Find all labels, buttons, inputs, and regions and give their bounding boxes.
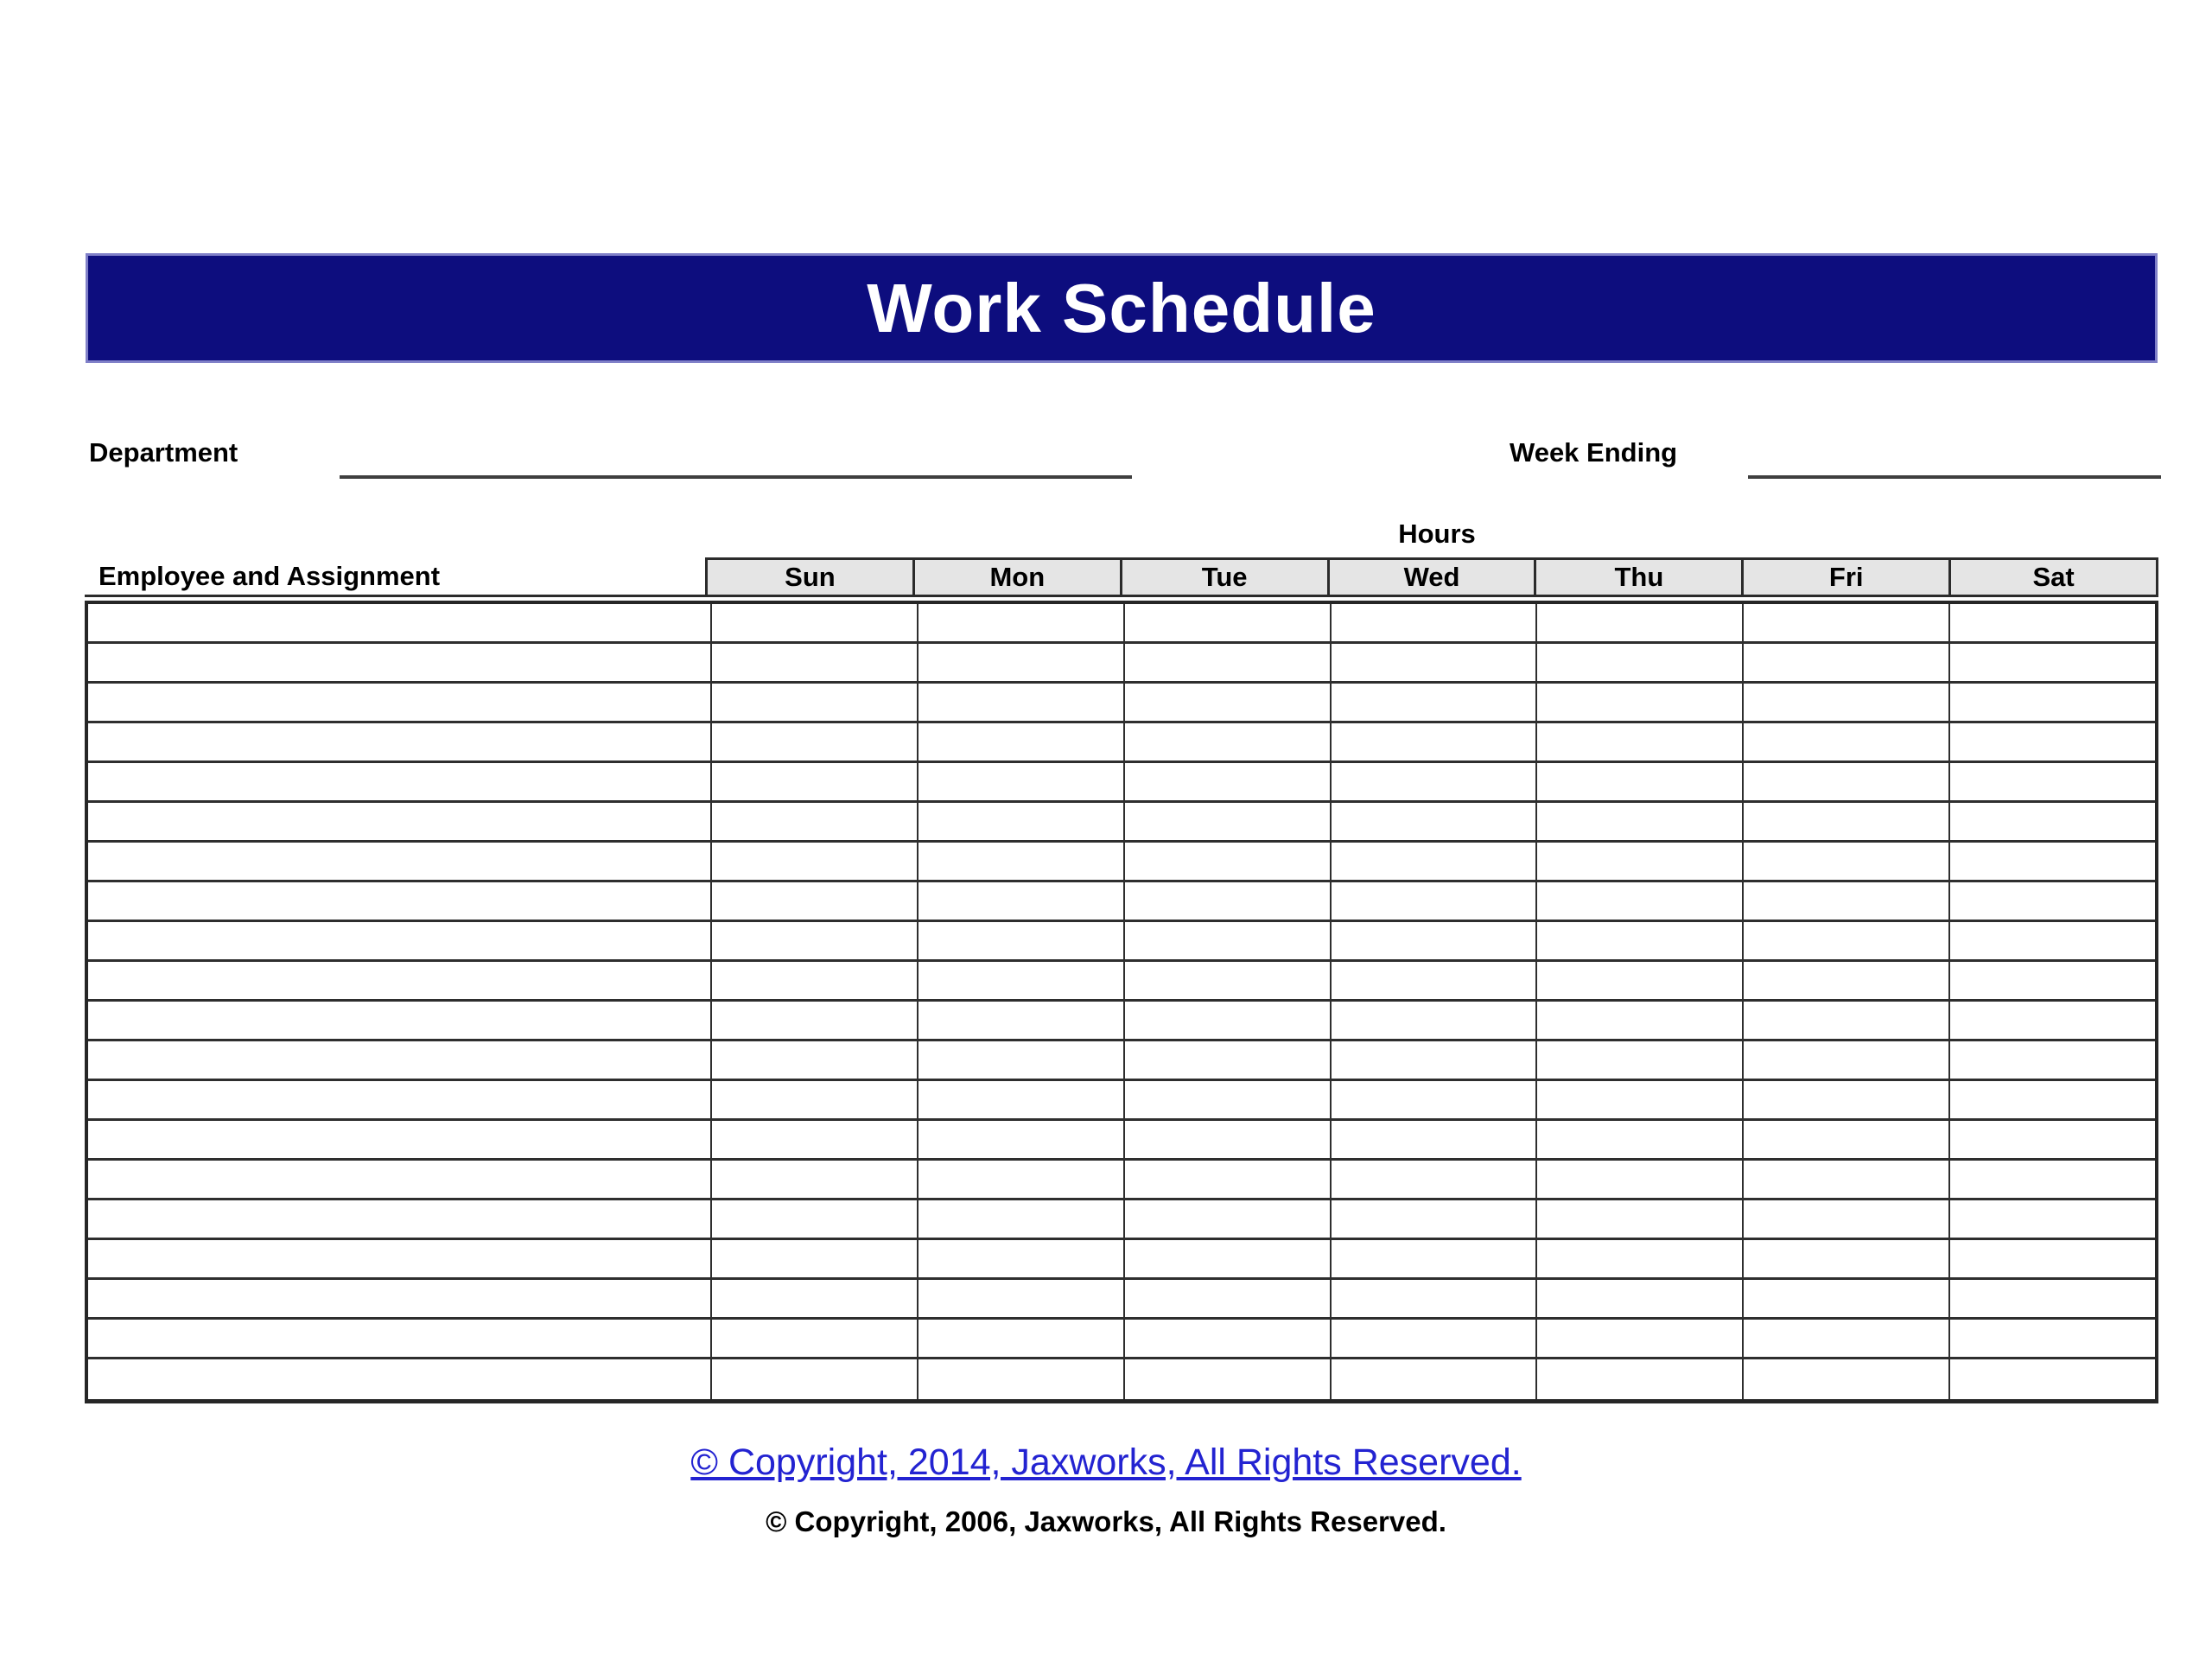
hours-cell-sat[interactable] (1950, 962, 2155, 999)
hours-cell-wed[interactable] (1332, 843, 1538, 880)
hours-cell-tue[interactable] (1125, 962, 1332, 999)
employee-cell[interactable] (88, 1002, 712, 1039)
hours-cell-sun[interactable] (712, 763, 918, 800)
hours-cell-thu[interactable] (1537, 882, 1744, 920)
hours-cell-sun[interactable] (712, 1320, 918, 1357)
week-ending-label: Week Ending (1510, 437, 1678, 468)
schedule-header-row (85, 557, 2158, 597)
employee-cell[interactable] (88, 604, 712, 641)
hours-cell-tue[interactable] (1125, 803, 1332, 840)
hours-cell-sat[interactable] (1950, 882, 2155, 920)
hours-cell-sat[interactable] (1950, 604, 2155, 641)
day-header-tue: Tue (1120, 557, 1330, 597)
employee-assignment-header: Employee and Assignment (85, 557, 708, 597)
hours-cell-sat[interactable] (1950, 1081, 2155, 1118)
employee-cell[interactable] (88, 803, 712, 840)
table-row (88, 1240, 2155, 1280)
hours-cell-wed[interactable] (1332, 1041, 1538, 1079)
hours-cell-fri[interactable] (1744, 1320, 1950, 1357)
hours-cell-fri[interactable] (1744, 1041, 1950, 1079)
hours-cell-mon[interactable] (918, 882, 1125, 920)
hours-cell-sun[interactable] (712, 1200, 918, 1238)
hours-cell-sat[interactable] (1950, 1161, 2155, 1198)
hours-cell-sun[interactable] (712, 922, 918, 959)
hours-cell-mon[interactable] (918, 1320, 1125, 1357)
hours-cell-sat[interactable] (1950, 803, 2155, 840)
hours-cell-mon[interactable] (918, 684, 1125, 721)
day-header-wed: Wed (1327, 557, 1537, 597)
hours-cell-sun[interactable] (712, 1121, 918, 1158)
hours-cell-fri[interactable] (1744, 684, 1950, 721)
hours-cell-sun[interactable] (712, 843, 918, 880)
hours-cell-thu[interactable] (1537, 604, 1744, 641)
hours-cell-fri[interactable] (1744, 1081, 1950, 1118)
table-row (88, 922, 2155, 962)
hours-cell-sun[interactable] (712, 644, 918, 681)
employee-cell[interactable] (88, 1240, 712, 1277)
table-row (88, 1041, 2155, 1081)
employee-cell[interactable] (88, 684, 712, 721)
hours-cell-thu[interactable] (1537, 644, 1744, 681)
hours-cell-sun[interactable] (712, 882, 918, 920)
table-row (88, 684, 2155, 723)
table-row (88, 723, 2155, 763)
employee-cell[interactable] (88, 1041, 712, 1079)
hours-cell-tue[interactable] (1125, 1320, 1332, 1357)
hours-cell-tue[interactable] (1125, 604, 1332, 641)
hours-cell-thu[interactable] (1537, 1121, 1744, 1158)
hours-cell-thu[interactable] (1537, 1240, 1744, 1277)
hours-cell-fri[interactable] (1744, 604, 1950, 641)
hours-cell-wed[interactable] (1332, 604, 1538, 641)
table-row (88, 1002, 2155, 1041)
hours-cell-tue[interactable] (1125, 1121, 1332, 1158)
hours-cell-fri[interactable] (1744, 723, 1950, 760)
hours-cell-wed[interactable] (1332, 1200, 1538, 1238)
hours-cell-sun[interactable] (712, 1041, 918, 1079)
employee-cell[interactable] (88, 1320, 712, 1357)
employee-cell[interactable] (88, 1359, 712, 1399)
hours-cell-tue[interactable] (1125, 922, 1332, 959)
hours-cell-tue[interactable] (1125, 723, 1332, 760)
hours-cell-thu[interactable] (1537, 843, 1744, 880)
hours-cell-tue[interactable] (1125, 1041, 1332, 1079)
employee-cell[interactable] (88, 962, 712, 999)
day-header-sun: Sun (705, 557, 915, 597)
hours-cell-tue[interactable] (1125, 1002, 1332, 1039)
hours-cell-sat[interactable] (1950, 1041, 2155, 1079)
hours-cell-sat[interactable] (1950, 1002, 2155, 1039)
hours-cell-wed[interactable] (1332, 962, 1538, 999)
hours-cell-sat[interactable] (1950, 1121, 2155, 1158)
hours-cell-wed[interactable] (1332, 644, 1538, 681)
table-row (88, 1320, 2155, 1359)
hours-cell-thu[interactable] (1537, 1359, 1744, 1399)
hours-cell-wed[interactable] (1332, 1240, 1538, 1277)
hours-cell-mon[interactable] (918, 763, 1125, 800)
hours-cell-sun[interactable] (712, 604, 918, 641)
hours-cell-fri[interactable] (1744, 843, 1950, 880)
hours-cell-thu[interactable] (1537, 1280, 1744, 1317)
day-header-thu: Thu (1534, 557, 1744, 597)
hours-cell-sun[interactable] (712, 1240, 918, 1277)
hours-cell-wed[interactable] (1332, 1002, 1538, 1039)
hours-cell-mon[interactable] (918, 1041, 1125, 1079)
department-input[interactable] (340, 475, 1132, 479)
hours-cell-sun[interactable] (712, 1161, 918, 1198)
hours-cell-thu[interactable] (1537, 723, 1744, 760)
hours-cell-tue[interactable] (1125, 684, 1332, 721)
hours-cell-sun[interactable] (712, 962, 918, 999)
page-title: Work Schedule (867, 269, 1376, 347)
hours-cell-wed[interactable] (1332, 684, 1538, 721)
hours-cell-wed[interactable] (1332, 882, 1538, 920)
day-header-fri: Fri (1741, 557, 1951, 597)
day-header-mon: Mon (912, 557, 1122, 597)
hours-cell-thu[interactable] (1537, 763, 1744, 800)
hours-cell-thu[interactable] (1537, 1320, 1744, 1357)
employee-cell[interactable] (88, 723, 712, 760)
hours-cell-mon[interactable] (918, 604, 1125, 641)
hours-cell-sat[interactable] (1950, 723, 2155, 760)
hours-cell-wed[interactable] (1332, 1320, 1538, 1357)
hours-cell-sat[interactable] (1950, 763, 2155, 800)
hours-cell-fri[interactable] (1744, 803, 1950, 840)
hours-cell-wed[interactable] (1332, 723, 1538, 760)
hours-cell-tue[interactable] (1125, 882, 1332, 920)
hours-cell-fri[interactable] (1744, 644, 1950, 681)
hours-cell-mon[interactable] (918, 1161, 1125, 1198)
hours-cell-sat[interactable] (1950, 843, 2155, 880)
hours-cell-sat[interactable] (1950, 684, 2155, 721)
employee-cell[interactable] (88, 843, 712, 880)
hours-cell-sat[interactable] (1950, 1280, 2155, 1317)
hours-cell-tue[interactable] (1125, 843, 1332, 880)
employee-cell[interactable] (88, 1121, 712, 1158)
hours-cell-mon[interactable] (918, 1200, 1125, 1238)
hours-cell-sun[interactable] (712, 803, 918, 840)
hours-cell-sun[interactable] (712, 1002, 918, 1039)
hours-cell-mon[interactable] (918, 644, 1125, 681)
hours-cell-mon[interactable] (918, 1240, 1125, 1277)
hours-cell-fri[interactable] (1744, 763, 1950, 800)
hours-cell-tue[interactable] (1125, 644, 1332, 681)
copyright-2006-text: © Copyright, 2006, Jaxworks, All Rights Reserved. (766, 1505, 1446, 1537)
schedule-body (85, 601, 2158, 1403)
hours-cell-sat[interactable] (1950, 922, 2155, 959)
table-row (88, 843, 2155, 882)
employee-cell[interactable] (88, 1161, 712, 1198)
hours-cell-fri[interactable] (1744, 922, 1950, 959)
hours-cell-wed[interactable] (1332, 763, 1538, 800)
hours-cell-thu[interactable] (1537, 1041, 1744, 1079)
hours-cell-fri[interactable] (1744, 1240, 1950, 1277)
hours-cell-fri[interactable] (1744, 882, 1950, 920)
hours-cell-mon[interactable] (918, 1081, 1125, 1118)
hours-cell-mon[interactable] (918, 1359, 1125, 1399)
hours-cell-wed[interactable] (1332, 922, 1538, 959)
table-row (88, 1200, 2155, 1240)
hours-cell-sun[interactable] (712, 1081, 918, 1118)
hours-cell-tue[interactable] (1125, 1081, 1332, 1118)
hours-cell-sat[interactable] (1950, 1200, 2155, 1238)
table-row (88, 604, 2155, 644)
table-row (88, 1121, 2155, 1161)
hours-cell-mon[interactable] (918, 1280, 1125, 1317)
table-row (88, 1359, 2155, 1399)
table-row (88, 882, 2155, 922)
table-row (88, 1280, 2155, 1320)
employee-cell[interactable] (88, 644, 712, 681)
copyright-2014-link[interactable]: © Copyright, 2014, Jaxworks, All Rights Reserved. (690, 1441, 1522, 1483)
table-row (88, 1081, 2155, 1121)
hours-cell-tue[interactable] (1125, 763, 1332, 800)
week-ending-input[interactable] (1748, 475, 2161, 479)
hours-cell-mon[interactable] (918, 723, 1125, 760)
hours-cell-fri[interactable] (1744, 1002, 1950, 1039)
hours-cell-mon[interactable] (918, 843, 1125, 880)
hours-cell-mon[interactable] (918, 1002, 1125, 1039)
employee-cell[interactable] (88, 763, 712, 800)
hours-cell-wed[interactable] (1332, 803, 1538, 840)
hours-cell-fri[interactable] (1744, 962, 1950, 999)
hours-cell-tue[interactable] (1125, 1359, 1332, 1399)
table-row (88, 644, 2155, 684)
hours-caption: Hours (1398, 519, 1476, 549)
hours-cell-sun[interactable] (712, 1359, 918, 1399)
employee-cell[interactable] (88, 922, 712, 959)
employee-cell[interactable] (88, 1280, 712, 1317)
hours-cell-fri[interactable] (1744, 1280, 1950, 1317)
hours-cell-mon[interactable] (918, 803, 1125, 840)
hours-cell-fri[interactable] (1744, 1161, 1950, 1198)
hours-cell-wed[interactable] (1332, 1081, 1538, 1118)
hours-cell-fri[interactable] (1744, 1359, 1950, 1399)
hours-cell-wed[interactable] (1332, 1161, 1538, 1198)
hours-cell-tue[interactable] (1125, 1280, 1332, 1317)
hours-cell-mon[interactable] (918, 922, 1125, 959)
hours-cell-sun[interactable] (712, 684, 918, 721)
day-header-sat: Sat (1948, 557, 2158, 597)
employee-cell[interactable] (88, 1081, 712, 1118)
hours-cell-mon[interactable] (918, 1121, 1125, 1158)
title-banner (86, 253, 2158, 363)
hours-cell-wed[interactable] (1332, 1280, 1538, 1317)
hours-cell-thu[interactable] (1537, 1161, 1744, 1198)
hours-cell-sat[interactable] (1950, 1320, 2155, 1357)
hours-cell-sat[interactable] (1950, 644, 2155, 681)
hours-cell-sat[interactable] (1950, 1359, 2155, 1399)
hours-cell-thu[interactable] (1537, 1081, 1744, 1118)
hours-cell-fri[interactable] (1744, 1121, 1950, 1158)
hours-cell-sat[interactable] (1950, 1240, 2155, 1277)
hours-cell-fri[interactable] (1744, 1200, 1950, 1238)
hours-cell-wed[interactable] (1332, 1121, 1538, 1158)
hours-cell-sun[interactable] (712, 723, 918, 760)
hours-cell-thu[interactable] (1537, 922, 1744, 959)
table-row (88, 803, 2155, 843)
hours-cell-thu[interactable] (1537, 1002, 1744, 1039)
employee-cell[interactable] (88, 882, 712, 920)
hours-cell-tue[interactable] (1125, 1240, 1332, 1277)
table-row (88, 763, 2155, 803)
hours-cell-sun[interactable] (712, 1280, 918, 1317)
table-row (88, 1161, 2155, 1200)
hours-cell-thu[interactable] (1537, 803, 1744, 840)
department-label: Department (89, 437, 238, 468)
hours-cell-mon[interactable] (918, 962, 1125, 999)
hours-cell-thu[interactable] (1537, 684, 1744, 721)
hours-cell-thu[interactable] (1537, 962, 1744, 999)
hours-cell-thu[interactable] (1537, 1200, 1744, 1238)
table-row (88, 962, 2155, 1002)
hours-cell-tue[interactable] (1125, 1200, 1332, 1238)
employee-cell[interactable] (88, 1200, 712, 1238)
hours-cell-tue[interactable] (1125, 1161, 1332, 1198)
hours-cell-wed[interactable] (1332, 1359, 1538, 1399)
